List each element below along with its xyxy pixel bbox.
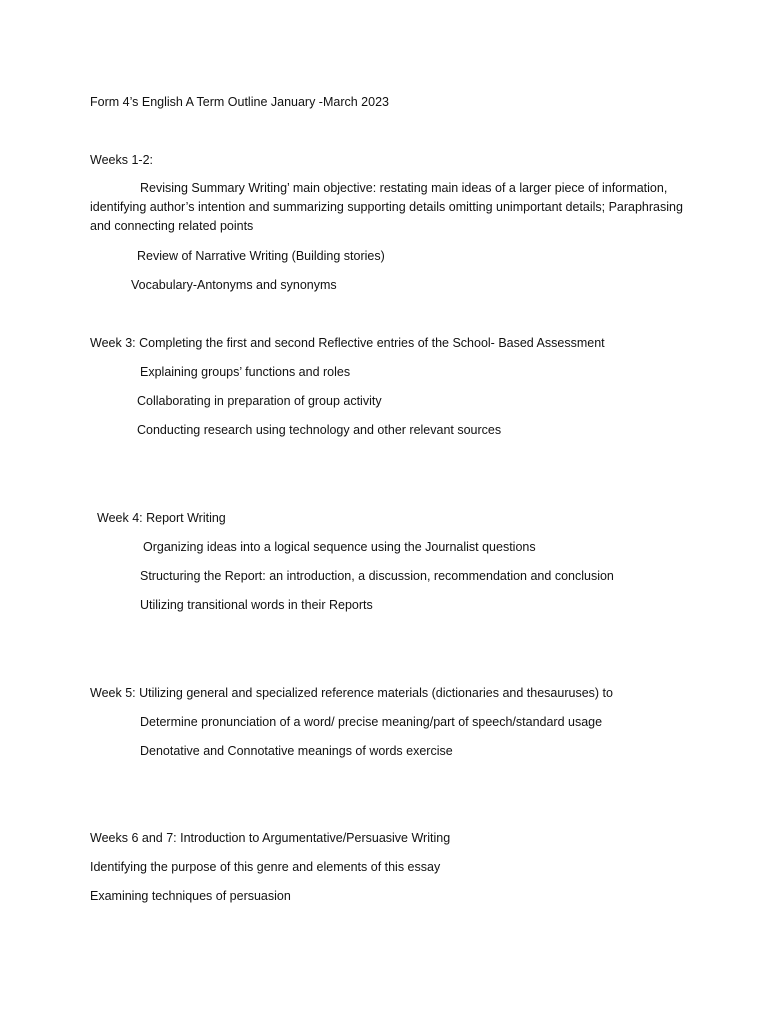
summary-writing-item: Revising Summary Writing’ main objective: restating main ideas of a larger piece of information, identifying author’s intention and summarizing supporting details omitting unimportant details; Paraphrasing and connecting related points (90, 181, 683, 233)
week-5-item: Denotative and Connotative meanings of words exercise (140, 744, 453, 758)
week-3-item: Conducting research using technology and other relevant sources (137, 423, 502, 437)
weeks-1-2-heading: Weeks 1-2: (90, 153, 153, 167)
week-4-item: Structuring the Report: an introduction, a discussion, recommendation and conclusion (140, 569, 614, 583)
narrative-writing-item: Review of Narrative Writing (Building stories) (137, 249, 385, 263)
week-4-item: Organizing ideas into a logical sequence using the Journalist questions (143, 540, 536, 554)
weeks-6-7-heading: Weeks 6 and 7: Introduction to Argumentative/Persuasive Writing (90, 831, 451, 845)
document-title: Form 4’s English A Term Outline January -March 2023 (90, 95, 389, 109)
week-3-item: Explaining groups’ functions and roles (140, 365, 351, 379)
week-4-heading: Week 4: Report Writing (97, 511, 226, 525)
weeks-6-7-item: Examining techniques of persuasion (90, 889, 291, 903)
week-5-item: Determine pronunciation of a word/ precise meaning/part of speech/standard usage (140, 715, 603, 729)
week-5-heading: Week 5: Utilizing general and specialized reference materials (dictionaries and thesauruses) to (90, 686, 613, 700)
weeks-6-7-item: Identifying the purpose of this genre and elements of this essay (90, 860, 441, 874)
vocabulary-item: Vocabulary-Antonyms and synonyms (131, 278, 337, 292)
week-4-item: Utilizing transitional words in their Reports (140, 598, 373, 612)
week-3-item: Collaborating in preparation of group activity (137, 394, 382, 408)
week-3-heading: Week 3: Completing the first and second Reflective entries of the School- Based Assessment (90, 336, 605, 350)
